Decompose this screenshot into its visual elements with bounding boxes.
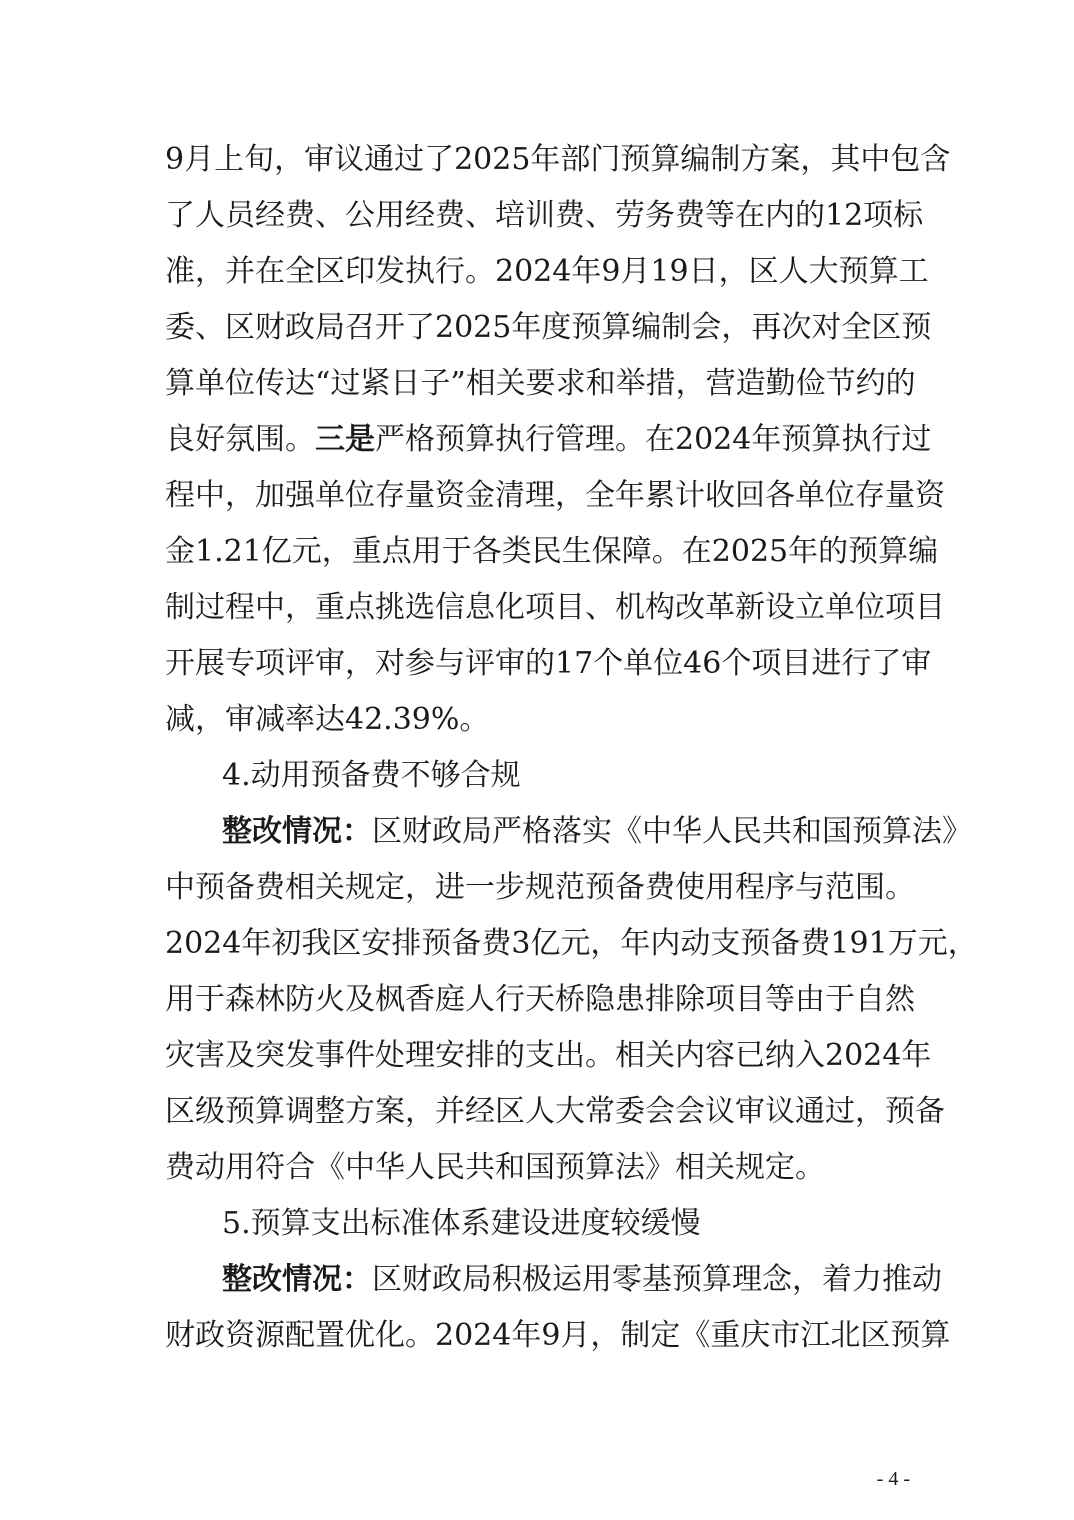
paragraph-line: 算单位传达“过紧日子”相关要求和举措，营造勤俭节约的 <box>165 366 916 401</box>
paragraph-line: 减，审减率达42.39%。 <box>165 702 490 737</box>
paragraph-line: 中预备费相关规定，进一步规范预备费使用程序与范围。 <box>165 870 915 905</box>
paragraph-line: 2024年初我区安排预备费3亿元，年内动支预备费191万元， <box>165 926 978 961</box>
page-number: - 4 - <box>876 1468 910 1490</box>
paragraph-line: 用于森林防火及枫香庭人行天桥隐患排除项目等由于自然 <box>165 982 915 1017</box>
paragraph-line: 金1.21亿元，重点用于各类民生保障。在2025年的预算编 <box>165 534 939 569</box>
paragraph-line <box>222 812 972 852</box>
paragraph-line: 费动用符合《中华人民共和国预算法》相关规定。 <box>165 1150 825 1185</box>
paragraph-line: 了人员经费、公用经费、培训费、劳务费等在内的12项标 <box>165 198 924 233</box>
paragraph-line <box>165 420 932 460</box>
paragraph-line: 灾害及突发事件处理安排的支出。相关内容已纳入2024年 <box>165 1038 932 1073</box>
paragraph-line <box>222 1260 942 1300</box>
paragraph-line: 财政资源配置优化。2024年9月，制定《重庆市江北区预算 <box>165 1318 951 1353</box>
emphasis-label: 三是 <box>315 422 375 457</box>
paragraph-line: 委、区财政局召开了2025年度预算编制会，再次对全区预 <box>165 310 932 345</box>
rectification-label: 整改情况： <box>222 814 372 849</box>
paragraph-line: 区级预算调整方案，并经区人大常委会会议审议通过，预备 <box>165 1094 945 1129</box>
line-text: 严格预算执行管理。在2024年预算执行过 <box>375 422 932 457</box>
section-heading: 5.预算支出标准体系建设进度较缓慢 <box>222 1206 701 1241</box>
paragraph-line: 9月上旬，审议通过了2025年部门预算编制方案，其中包含 <box>165 142 951 177</box>
line-text: 区财政局严格落实《中华人民共和国预算法》 <box>372 814 972 849</box>
paragraph-line: 制过程中，重点挑选信息化项目、机构改革新设立单位项目 <box>165 590 945 625</box>
section-heading: 4.动用预备费不够合规 <box>222 758 521 793</box>
paragraph-line: 准，并在全区印发执行。2024年9月19日，区人大预算工 <box>165 254 929 289</box>
rectification-label: 整改情况： <box>222 1262 372 1297</box>
paragraph-line: 开展专项评审，对参与评审的17个单位46个项目进行了审 <box>165 646 932 681</box>
line-text: 良好氛围。 <box>165 422 315 457</box>
line-text: 区财政局积极运用零基预算理念，着力推动 <box>372 1262 942 1297</box>
paragraph-line: 程中，加强单位存量资金清理，全年累计收回各单位存量资 <box>165 478 945 513</box>
